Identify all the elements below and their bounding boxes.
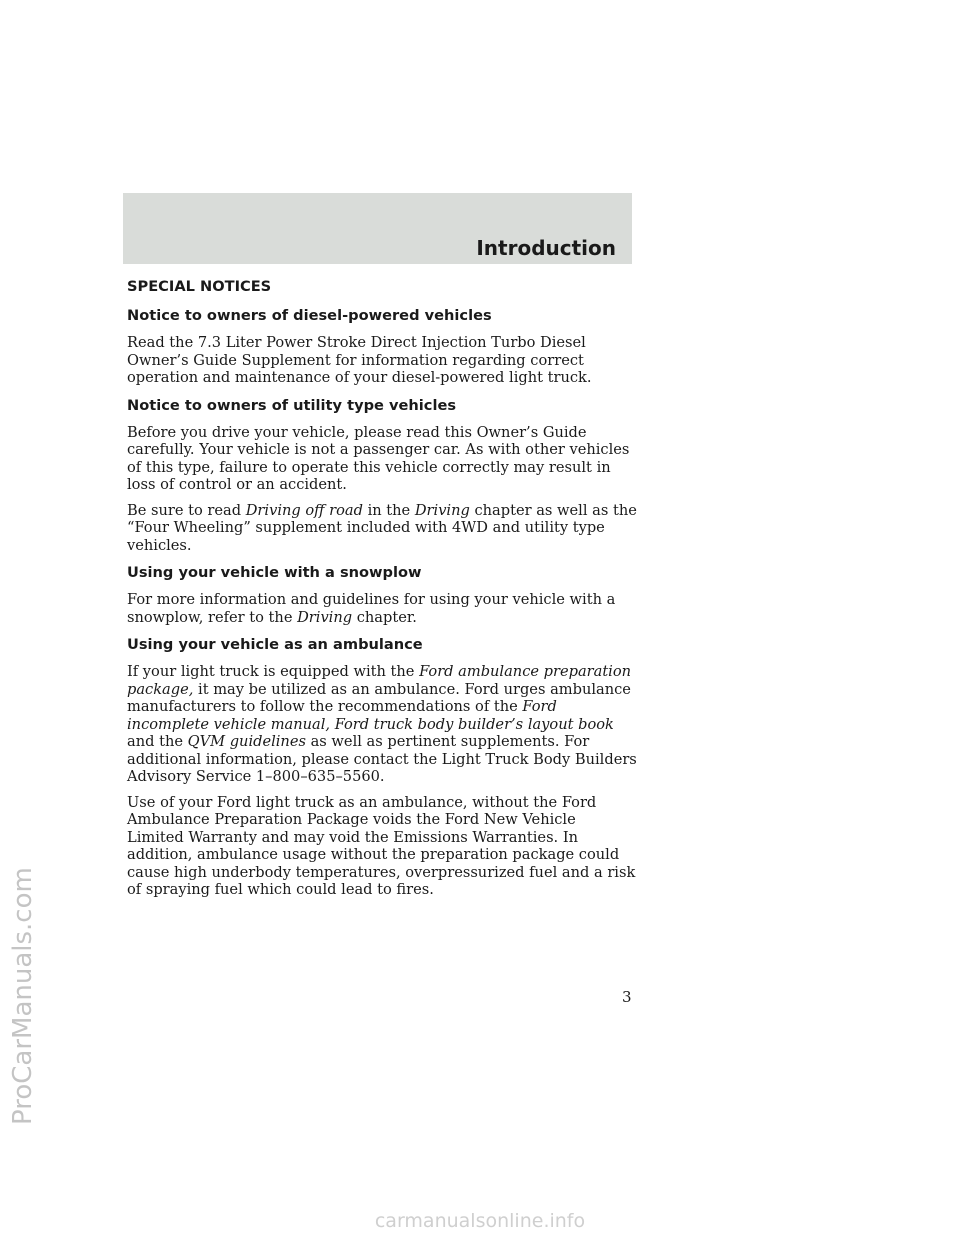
italic-ref-driving: Driving <box>414 501 470 519</box>
section-heading-special-notices: SPECIAL NOTICES <box>127 278 272 295</box>
italic-ref-driving-off-road: Driving off road <box>245 501 363 519</box>
paragraph-ambulance-1 <box>127 663 637 786</box>
section-heading-snowplow: Using your vehicle with a snowplow <box>127 564 422 581</box>
italic-ref-driving: Driving <box>297 608 353 626</box>
section-heading-ambulance: Using your vehicle as an ambulance <box>127 636 423 653</box>
text-run: in the <box>362 501 415 519</box>
watermark-side: ProCarManuals.com <box>8 867 38 1125</box>
page-number: 3 <box>622 988 632 1006</box>
italic-ref-ambulance-package: Ford ambulance preparation package, <box>127 663 632 698</box>
chapter-header-band <box>123 193 632 264</box>
text-run: chapter as well as the “Four Wheeling” supplement included with 4WD and utility type vehicles. <box>127 501 637 554</box>
watermark-bottom: carmanualsonline.info <box>374 1210 586 1232</box>
paragraph-utility-2 <box>127 502 637 555</box>
text-run: it may be utilized as an ambulance. Ford urges ambulance manufacturers to follow the recommendations of the <box>127 680 631 715</box>
text-run: Be sure to read <box>127 501 246 519</box>
paragraph-utility-1: Before you drive your vehicle, please read this Owner’s Guide carefully. Your vehicle is not a passenger car. As with other vehicles of this type, failure to operate this vehicle correctly may result in loss of control or an accident. <box>127 423 630 493</box>
text-run: and the <box>127 733 188 750</box>
text-run: chapter. <box>352 608 417 626</box>
section-heading-utility: Notice to owners of utility type vehicles <box>127 396 457 414</box>
italic-ref-incomplete-vehicle-manual: Ford incomplete vehicle manual, Ford truck body builder’s layout book <box>127 698 614 733</box>
paragraph-ambulance-2: Use of your Ford light truck as an ambulance, without the Ford Ambulance Preparation Package voids the Ford New Vehicle Limited Warranty and may void the Emissions Warranties. In addition, ambulance usage without the preparation package could cause high underbody temperatures, overpressurized fuel and a risk of spraying fuel which could lead to fires. <box>127 793 636 898</box>
paragraph-diesel: Read the 7.3 Liter Power Stroke Direct Injection Turbo Diesel Owner’s Guide Supplement for information regarding correct operation and maintenance of your diesel-powered light truck. <box>127 334 592 386</box>
text-run: as well as pertinent supplements. For additional information, please contact the Light Truck Body Builders Advisory Service 1–800–635–5560. <box>127 733 637 785</box>
page-content <box>127 278 637 907</box>
paragraph-snowplow <box>127 591 637 626</box>
section-heading-diesel: Notice to owners of diesel-powered vehicles <box>127 307 492 324</box>
text-run: If your light truck is equipped with the <box>127 663 420 680</box>
chapter-title: Introduction <box>476 236 616 260</box>
italic-ref-qvm-guidelines: QVM guidelines <box>187 733 306 750</box>
text-run: For more information and guidelines for using your vehicle with a snowplow, refer to the <box>127 591 616 626</box>
